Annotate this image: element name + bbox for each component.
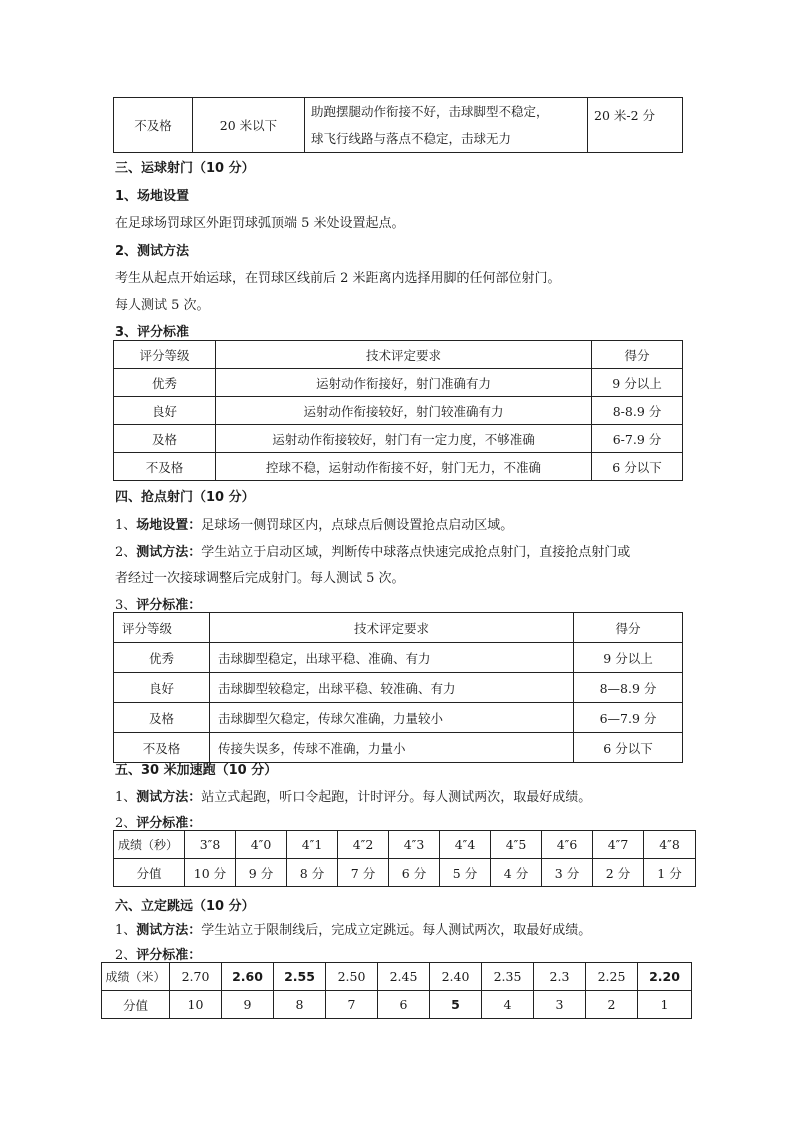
header-cell: 评分等级 [114, 341, 216, 369]
score-cell: 6 分 [389, 859, 440, 887]
score-cell: 9 分 [236, 859, 287, 887]
grade-cell: 不及格 [114, 98, 193, 153]
score-cell: 4 分 [491, 859, 542, 887]
distance-cell: 20 米以下 [193, 98, 305, 153]
score-cell: 20 米-2 分 [588, 98, 683, 153]
distance-cell: 2.35 [482, 963, 534, 991]
grade-cell: 良好 [114, 673, 210, 703]
item-label: 评分标准： [136, 816, 202, 831]
row-label: 成绩（米） [102, 963, 170, 991]
section4-title: 四、抢点射门（10 分） [115, 490, 255, 505]
requirement-cell: 运射动作衔接较好，射门较准确有力 [216, 397, 592, 425]
item-label: 测试方法： [136, 790, 202, 805]
score-cell: 2 [586, 991, 638, 1019]
distance-cell: 2.25 [586, 963, 638, 991]
score-cell: 10 [170, 991, 222, 1019]
item-prefix: 3、 [115, 598, 137, 613]
item-prefix: 1、 [115, 923, 137, 938]
item-text: 足球场一侧罚球区内，点球点后侧设置抢点启动区域。 [201, 518, 514, 533]
header-cell: 评分等级 [114, 613, 210, 643]
section3-sub2-title: 2、测试方法 [115, 244, 190, 259]
requirement-cell: 运射动作衔接较好，射门有一定力度，不够准确 [216, 425, 592, 453]
section4-item2-cont: 者经过一次接球调整后完成射门。每人测试 5 次。 [115, 571, 405, 586]
score-cell: 10 分 [185, 859, 236, 887]
score-cell: 8-8.9 分 [592, 397, 683, 425]
section5-item2 [115, 812, 201, 831]
score-cell: 2 分 [593, 859, 644, 887]
score-cell: 9 分以上 [574, 643, 683, 673]
time-cell: 3″8 [185, 831, 236, 859]
score-cell: 6-7.9 分 [592, 425, 683, 453]
time-cell: 4″4 [440, 831, 491, 859]
time-cell: 4″8 [644, 831, 696, 859]
description-cell [305, 98, 588, 153]
section6-title: 六、立定跳远（10 分） [115, 899, 255, 914]
item-label: 评分标准： [136, 598, 202, 613]
score-cell: 8 分 [287, 859, 338, 887]
section6-item2 [115, 944, 201, 963]
score-row [102, 991, 692, 1019]
section3-sub2-text1: 考生从起点开始运球，在罚球区线前后 2 米距离内选择用脚的任何部位射门。 [115, 271, 561, 286]
distance-cell: 2.45 [378, 963, 430, 991]
row-label: 分值 [102, 991, 170, 1019]
distance-cell: 2.60 [222, 963, 274, 991]
distance-cell: 2.20 [638, 963, 692, 991]
time-cell: 4″6 [542, 831, 593, 859]
score-cell: 7 分 [338, 859, 389, 887]
score-cell: 6—7.9 分 [574, 703, 683, 733]
distance-cell: 2.40 [430, 963, 482, 991]
requirement-cell: 运射动作衔接好，射门准确有力 [216, 369, 592, 397]
table-row [114, 369, 683, 397]
requirement-cell: 击球脚型欠稳定，传球欠准确，力量较小 [210, 703, 574, 733]
table-header-row [114, 613, 683, 643]
table-row [114, 703, 683, 733]
grade-cell: 良好 [114, 397, 216, 425]
header-cell: 得分 [574, 613, 683, 643]
requirement-cell: 击球脚型稳定，出球平稳、准确、有力 [210, 643, 574, 673]
requirement-cell: 击球脚型较稳定，出球平稳、较准确、有力 [210, 673, 574, 703]
distance-cell: 2.70 [170, 963, 222, 991]
section3-sub3-title: 3、评分标准 [115, 325, 190, 340]
section6-item1 [115, 919, 591, 938]
score-cell: 7 [326, 991, 378, 1019]
score-cell: 9 分以上 [592, 369, 683, 397]
score-cell: 8 [274, 991, 326, 1019]
distance-cell: 2.55 [274, 963, 326, 991]
score-row [114, 859, 696, 887]
distance-row [102, 963, 692, 991]
score-cell: 6 分以下 [574, 733, 683, 763]
item-text: 学生站立于限制线后，完成立定跳远。每人测试两次，取最好成绩。 [201, 923, 592, 938]
score-cell: 3 分 [542, 859, 593, 887]
description-line: 球飞行线路与落点不稳定，击球无力 [311, 131, 512, 146]
item-label: 评分标准： [136, 948, 202, 963]
score-cell: 6 [378, 991, 430, 1019]
score-cell: 3 [534, 991, 586, 1019]
row-label: 成绩（秒） [114, 831, 185, 859]
section3-title: 三、运球射门（10 分） [115, 161, 255, 176]
grade-cell: 优秀 [114, 369, 216, 397]
requirement-cell: 传接失误多，传球不准确，力量小 [210, 733, 574, 763]
header-cell: 技术评定要求 [216, 341, 592, 369]
grade-cell: 不及格 [114, 453, 216, 481]
requirement-cell: 控球不稳，运射动作衔接不好，射门无力，不准确 [216, 453, 592, 481]
time-cell: 4″0 [236, 831, 287, 859]
section4-item3 [115, 594, 201, 613]
table-row [114, 425, 683, 453]
distance-cell: 2.3 [534, 963, 586, 991]
score-cell: 5 分 [440, 859, 491, 887]
section3-sub2-text2: 每人测试 5 次。 [115, 298, 210, 313]
score-cell: 4 [482, 991, 534, 1019]
time-row [114, 831, 696, 859]
table-row [114, 673, 683, 703]
section5-title: 五、30 米加速跑（10 分） [115, 763, 278, 778]
table-row [114, 733, 683, 763]
item-label: 场地设置： [136, 518, 202, 533]
item-label: 测试方法： [136, 923, 202, 938]
section4-item1 [115, 514, 513, 533]
score-cell: 1 [638, 991, 692, 1019]
grade-cell: 及格 [114, 703, 210, 733]
time-cell: 4″7 [593, 831, 644, 859]
score-cell: 6 分以下 [592, 453, 683, 481]
item-text: 学生站立于启动区域，判断传中球落点快速完成抢点射门，直接抢点射门或 [201, 545, 631, 560]
distance-cell: 2.50 [326, 963, 378, 991]
header-cell: 得分 [592, 341, 683, 369]
section5-item1 [115, 786, 591, 805]
time-cell: 4″1 [287, 831, 338, 859]
time-cell: 4″3 [389, 831, 440, 859]
section3-sub1-text: 在足球场罚球区外距罚球弧顶端 5 米处设置起点。 [115, 216, 405, 231]
item-prefix: 2、 [115, 545, 137, 560]
table-row [114, 643, 683, 673]
grade-cell: 优秀 [114, 643, 210, 673]
grade-cell: 不及格 [114, 733, 210, 763]
header-cell: 技术评定要求 [210, 613, 574, 643]
item-text: 站立式起跑，听口令起跑，计时评分。每人测试两次，取最好成绩。 [201, 790, 592, 805]
item-label: 测试方法： [136, 545, 202, 560]
table-header-row [114, 341, 683, 369]
score-cell: 9 [222, 991, 274, 1019]
jump-score-table [101, 962, 692, 1019]
table-row [114, 397, 683, 425]
item-prefix: 2、 [115, 948, 137, 963]
score-cell: 8—8.9 分 [574, 673, 683, 703]
row-label: 分值 [114, 859, 185, 887]
score-cell: 5 [430, 991, 482, 1019]
sprint-score-table [113, 830, 696, 887]
section4-score-table [113, 612, 683, 763]
table-row [114, 453, 683, 481]
top-score-table [113, 97, 683, 153]
section4-item2 [115, 541, 630, 560]
description-line: 助跑摆腿动作衔接不好，击球脚型不稳定， [311, 104, 549, 119]
section3-sub1-title: 1、场地设置 [115, 189, 190, 204]
time-cell: 4″5 [491, 831, 542, 859]
item-prefix: 1、 [115, 790, 137, 805]
item-prefix: 1、 [115, 518, 137, 533]
score-cell: 1 分 [644, 859, 696, 887]
grade-cell: 及格 [114, 425, 216, 453]
time-cell: 4″2 [338, 831, 389, 859]
section3-score-table [113, 340, 683, 481]
item-prefix: 2、 [115, 816, 137, 831]
